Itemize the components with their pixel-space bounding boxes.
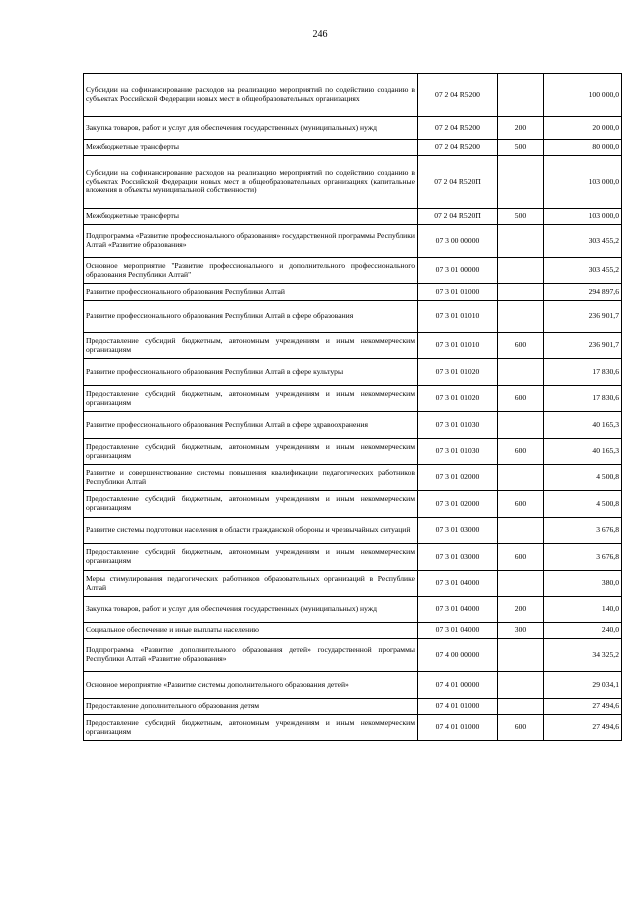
table-row	[84, 412, 622, 439]
row-type-cell	[498, 412, 544, 439]
page-number: 246	[312, 29, 328, 40]
table-row	[84, 386, 622, 412]
row-name-cell: Основное мероприятие «Развитие системы дополнительного образования детей»	[84, 672, 418, 699]
table-row	[84, 465, 622, 491]
table-row	[84, 74, 622, 117]
row-type-cell: 200	[498, 117, 544, 140]
row-type-cell: 500	[498, 140, 544, 156]
row-amount-cell: 236 901,7	[544, 333, 622, 359]
row-amount-cell: 240,0	[544, 623, 622, 639]
row-amount-cell: 34 325,2	[544, 639, 622, 672]
row-name-cell: Подпрограмма «Развитие профессионального образования» государственной программы Республики Алтай «Развитие образования»	[84, 225, 418, 258]
row-name-cell: Предоставление дополнительного образования детям	[84, 699, 418, 715]
row-amount-cell: 3 676,8	[544, 518, 622, 544]
row-amount-cell: 103 000,0	[544, 156, 622, 209]
row-name-cell: Межбюджетные трансферты	[84, 140, 418, 156]
row-name-cell: Меры стимулирования педагогических работников образовательных организаций в Республике Алтай	[84, 571, 418, 597]
row-code-cell: 07 3 01 03000	[418, 544, 498, 571]
row-name-cell: Развитие профессионального образования Республики Алтай в сфере образования	[84, 301, 418, 333]
row-amount-cell: 103 000,0	[544, 209, 622, 225]
row-code-cell: 07 4 01 01000	[418, 699, 498, 715]
table-row	[84, 258, 622, 284]
row-name-cell: Развитие и совершенствование системы повышения квалификации педагогических работников Республики Алтай	[84, 465, 418, 491]
row-type-cell: 600	[498, 386, 544, 412]
row-type-cell	[498, 74, 544, 117]
row-type-cell	[498, 301, 544, 333]
row-type-cell: 300	[498, 623, 544, 639]
budget-table	[83, 73, 622, 741]
row-type-cell	[498, 258, 544, 284]
row-amount-cell: 236 901,7	[544, 301, 622, 333]
row-name-cell: Подпрограмма «Развитие дополнительного образования детей» государственной программы Республики Алтай «Развитие образования»	[84, 639, 418, 672]
row-amount-cell: 27 494,6	[544, 715, 622, 741]
row-code-cell: 07 3 01 04000	[418, 571, 498, 597]
row-amount-cell: 294 897,6	[544, 284, 622, 301]
row-code-cell: 07 3 01 02000	[418, 465, 498, 491]
row-code-cell: 07 3 00 00000	[418, 225, 498, 258]
row-code-cell: 07 3 01 04000	[418, 597, 498, 623]
row-type-cell	[498, 518, 544, 544]
row-type-cell: 600	[498, 333, 544, 359]
row-type-cell	[498, 284, 544, 301]
row-code-cell: 07 2 04 R520П	[418, 156, 498, 209]
row-amount-cell: 303 455,2	[544, 225, 622, 258]
row-amount-cell: 4 500,8	[544, 491, 622, 518]
table-row	[84, 156, 622, 209]
row-type-cell	[498, 639, 544, 672]
row-name-cell: Предоставление субсидий бюджетным, автономным учреждениям и иным некоммерческим организациям	[84, 439, 418, 465]
row-type-cell: 600	[498, 544, 544, 571]
row-amount-cell: 29 034,1	[544, 672, 622, 699]
row-name-cell: Субсидии на софинансирование расходов на реализацию мероприятий по содействию созданию в субъектах Российской Федерации новых мест в общеобразовательных организациях	[84, 74, 418, 117]
row-name-cell: Предоставление субсидий бюджетным, автономным учреждениям и иным некоммерческим организациям	[84, 333, 418, 359]
table-row	[84, 639, 622, 672]
row-code-cell: 07 3 01 01020	[418, 359, 498, 386]
budget-table-body	[84, 74, 622, 741]
row-type-cell: 500	[498, 209, 544, 225]
table-row	[84, 623, 622, 639]
row-code-cell: 07 4 00 00000	[418, 639, 498, 672]
row-amount-cell: 27 494,6	[544, 699, 622, 715]
row-name-cell: Предоставление субсидий бюджетным, автономным учреждениям и иным некоммерческим организациям	[84, 386, 418, 412]
table-row	[84, 439, 622, 465]
row-name-cell: Предоставление субсидий бюджетным, автономным учреждениям и иным некоммерческим организациям	[84, 544, 418, 571]
row-amount-cell: 303 455,2	[544, 258, 622, 284]
row-name-cell: Основное мероприятие "Развитие профессионального и дополнительного профессионального образования Республики Алтай"	[84, 258, 418, 284]
row-code-cell: 07 3 01 01000	[418, 284, 498, 301]
row-name-cell: Развитие профессионального образования Республики Алтай в сфере здравоохранения	[84, 412, 418, 439]
row-name-cell: Социальное обеспечение и иные выплаты населению	[84, 623, 418, 639]
row-code-cell: 07 4 01 00000	[418, 672, 498, 699]
row-amount-cell: 20 000,0	[544, 117, 622, 140]
row-amount-cell: 40 165,3	[544, 412, 622, 439]
table-row	[84, 597, 622, 623]
row-amount-cell: 140,0	[544, 597, 622, 623]
row-name-cell: Развитие профессионального образования Республики Алтай в сфере культуры	[84, 359, 418, 386]
row-code-cell: 07 3 01 02000	[418, 491, 498, 518]
row-amount-cell: 40 165,3	[544, 439, 622, 465]
row-amount-cell: 17 830,6	[544, 359, 622, 386]
table-row	[84, 359, 622, 386]
row-code-cell: 07 3 01 01030	[418, 439, 498, 465]
row-type-cell	[498, 699, 544, 715]
table-row	[84, 491, 622, 518]
table-row	[84, 301, 622, 333]
row-amount-cell: 17 830,6	[544, 386, 622, 412]
table-row	[84, 209, 622, 225]
table-row	[84, 544, 622, 571]
row-type-cell: 200	[498, 597, 544, 623]
row-type-cell: 600	[498, 715, 544, 741]
table-row	[84, 672, 622, 699]
row-name-cell: Предоставление субсидий бюджетным, автономным учреждениям и иным некоммерческим организациям	[84, 715, 418, 741]
row-amount-cell: 380,0	[544, 571, 622, 597]
row-code-cell: 07 3 01 04000	[418, 623, 498, 639]
row-type-cell	[498, 465, 544, 491]
row-code-cell: 07 2 04 R5200	[418, 117, 498, 140]
row-type-cell	[498, 359, 544, 386]
row-code-cell: 07 2 04 R5200	[418, 74, 498, 117]
row-name-cell: Закупка товаров, работ и услуг для обеспечения государственных (муниципальных) нужд	[84, 597, 418, 623]
row-type-cell	[498, 225, 544, 258]
row-name-cell: Субсидии на софинансирование расходов на реализацию мероприятий по содействию созданию в субъектах Российской Федерации новых мест в общеобразовательных организациях (капитальные вложения в объекты муниципальной собственности)	[84, 156, 418, 209]
row-amount-cell: 100 000,0	[544, 74, 622, 117]
table-row	[84, 518, 622, 544]
row-code-cell: 07 3 01 01010	[418, 301, 498, 333]
row-code-cell: 07 3 01 00000	[418, 258, 498, 284]
row-code-cell: 07 4 01 01000	[418, 715, 498, 741]
row-type-cell	[498, 571, 544, 597]
table-row	[84, 715, 622, 741]
row-type-cell	[498, 156, 544, 209]
row-amount-cell: 80 000,0	[544, 140, 622, 156]
table-row	[84, 284, 622, 301]
row-code-cell: 07 3 01 01020	[418, 386, 498, 412]
row-amount-cell: 3 676,8	[544, 544, 622, 571]
row-name-cell: Межбюджетные трансферты	[84, 209, 418, 225]
table-row	[84, 117, 622, 140]
row-name-cell: Развитие профессионального образования Республики Алтай	[84, 284, 418, 301]
row-code-cell: 07 3 01 03000	[418, 518, 498, 544]
table-row	[84, 699, 622, 715]
row-name-cell: Предоставление субсидий бюджетным, автономным учреждениям и иным некоммерческим организациям	[84, 491, 418, 518]
table-row	[84, 333, 622, 359]
table-row	[84, 140, 622, 156]
row-name-cell: Закупка товаров, работ и услуг для обеспечения государственных (муниципальных) нужд	[84, 117, 418, 140]
row-code-cell: 07 3 01 01010	[418, 333, 498, 359]
row-name-cell: Развитие системы подготовки населения в области гражданской обороны и чрезвычайных ситуаций	[84, 518, 418, 544]
row-type-cell: 600	[498, 491, 544, 518]
row-type-cell	[498, 672, 544, 699]
row-code-cell: 07 2 04 R5200	[418, 140, 498, 156]
table-row	[84, 225, 622, 258]
table-row	[84, 571, 622, 597]
row-amount-cell: 4 500,8	[544, 465, 622, 491]
row-code-cell: 07 3 01 01030	[418, 412, 498, 439]
row-type-cell: 600	[498, 439, 544, 465]
row-code-cell: 07 2 04 R520П	[418, 209, 498, 225]
